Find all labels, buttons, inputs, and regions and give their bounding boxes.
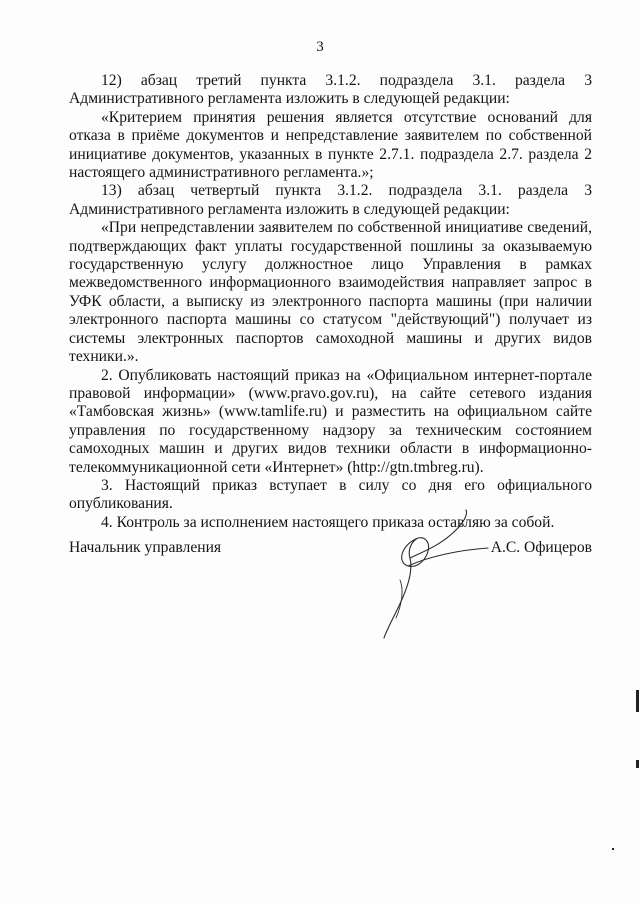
page-number: 3 [316,39,324,55]
paragraph-effective: 3. Настоящий приказ вступает в силу со дня его официального опубликования. [69,476,592,513]
paragraph-publish: 2. Опубликовать настоящий приказ на «Официальном интернет-портале правовой информации» (www.pravo.gov.ru), на сайте сетевого издания «Тамбовская жизнь» (www.tamlife.ru) и разместить на официальном сайте управления по государственному надзору за техническим состоянием самоходных машин и других видов техники области в информационно-телекоммуникационной сети «Интернет» (http://gtn.tmbreg.ru). [69,366,592,476]
scan-edge-mark [636,690,639,712]
signatory-name: А.С. Офицеров [490,539,592,556]
paragraph-quote-criterion: «Критерием принятия решения является отсутствие оснований для отказа в приёме документов и непредставление заявителем по собственной инициативе документов, указанных в пункте 2.7.1. подраздела 2.7. раздела 2 настоящего административного регламента.»; [69,108,592,182]
paragraph-control: 4. Контроль за исполнением настоящего приказа оставляю за собой. [101,513,555,531]
paragraph-item-13: 13) абзац четвертый пункта 3.1.2. подраздела 3.1. раздела 3 Административного регламента изложить в следующей редакции: [69,182,592,218]
handwritten-signature [360,500,500,640]
paragraph-item-12: 12) абзац третий пункта 3.1.2. подраздела 3.1. раздела 3 Административного регламента изложить в следующей редакции: [69,72,592,108]
document-body [69,72,592,532]
paragraph-quote-request: «При непредставлении заявителем по собственной инициативе сведений, подтверждающих факт уплаты государственной пошлины за оказываемую государственную услугу должностное лицо Управления в рамках межведомственного информационного взаимодействия направляет запрос в УФК области, а выписку из электронного паспорта машины (при наличии электронного паспорта машины со статусом "действующий") получает из системы электронных паспортов самоходной машины и других видов техники.». [69,219,592,366]
scan-edge-mark [612,848,614,850]
signature-block [69,539,592,559]
scan-edge-mark [636,760,639,768]
signatory-title: Начальник управления [69,539,222,556]
